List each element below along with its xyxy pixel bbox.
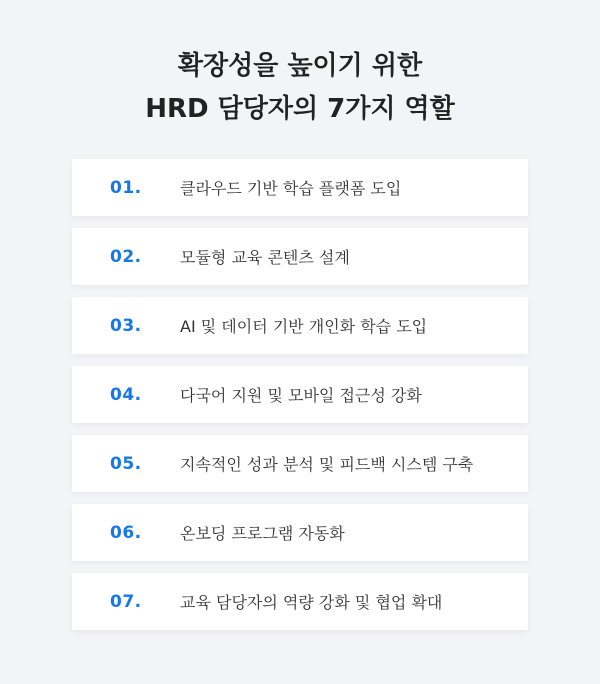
page-title-line-2: HRD 담당자의 7가지 역할 [145,94,455,124]
item-number: 07. [110,591,142,612]
item-text: 다국어 지원 및 모바일 접근성 강화 [180,386,422,405]
item-text: 지속적인 성과 분석 및 피드백 시스템 구축 [180,455,474,474]
item-number: 02. [110,246,142,267]
item-text: 온보딩 프로그램 자동화 [180,524,345,543]
item-number: 04. [110,384,142,405]
list-item-02 [72,228,528,285]
item-text: 모듈형 교육 콘텐츠 설계 [180,248,350,267]
list-item-01 [72,159,528,216]
item-number: 06. [110,522,142,543]
roles-list [72,159,528,642]
item-text: 교육 담당자의 역량 강화 및 협업 확대 [180,593,443,612]
item-number: 01. [110,177,142,198]
item-number: 05. [110,453,142,474]
list-item-04 [72,366,528,423]
list-item-07 [72,573,528,630]
item-number: 03. [110,315,142,336]
list-item-03 [72,297,528,354]
page-title-line-1: 확장성을 높이기 위한 [177,51,423,81]
list-item-06 [72,504,528,561]
item-text: AI 및 데이터 기반 개인화 학습 도입 [180,317,428,336]
item-text: 클라우드 기반 학습 플랫폼 도입 [180,179,402,198]
list-item-05 [72,435,528,492]
